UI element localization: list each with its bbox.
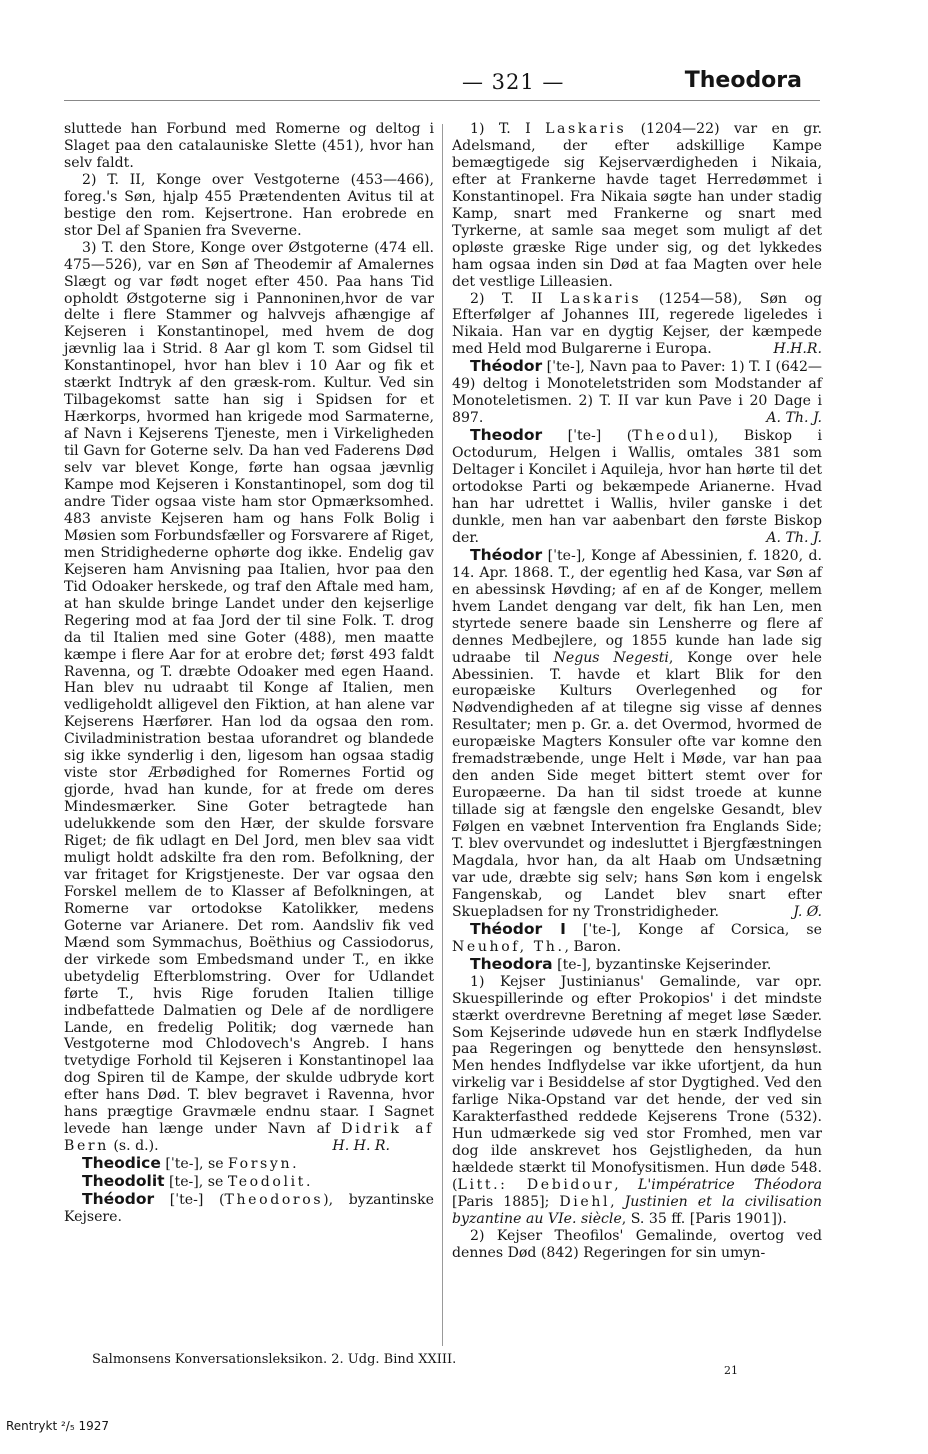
author-signature: J. Ø. (793, 903, 822, 920)
entry-headword: Théodor (470, 357, 543, 376)
entry-headword: Theodice (82, 1154, 161, 1173)
entry-headword: Theodora (470, 954, 553, 973)
reprint-note: Rentrykt ²/₅ 1927 (6, 1419, 110, 1433)
running-headword: Theodora (684, 68, 802, 93)
page-header (64, 66, 820, 101)
author-signature: A. Th. J. (766, 410, 822, 427)
page-number: — 321 — (462, 70, 565, 94)
sheet-number: 21 (724, 1364, 738, 1377)
entry-headword: Théodor (470, 545, 543, 564)
left-column (64, 121, 434, 1226)
entry-paragraph: 3) T. den Store, Konge over Østgoterne (474 ell. 475—526), var en Søn af Theodemir af Amalernes Slægt og var født noget efter 450. Paa hans Tid opholdt Østgoterne sig i Pannoninen,hvor de var delte i flere Stammer og halvvejs afhængige af Kejseren i Konstantinopel, med hvem de dog jævnlig laa i Strid. 8 Aar gl kom T. som Gidsel til Konstantinopel, hvor han blev i 10 Aar og fik et stærkt Indtryk af den græsk-rom. Kultur. Ved sin Tilbagekomst satte han sig i Spidsen for et Hærkorps, hvormed han krigede mod Sarmaterne, af Navn i Kejserens Tjeneste, men i Virkeligheden til Gavn for Goterne selv. Da han ved Faderens Død selv var blevet Konge, førte han ogsaa jævnlig Kampe mod Kejseren i Konstantinopel, som dog til andre Tider ogsaa viste ham stor Opmærksomhed. 483 anviste Kejseren ham og hans Folk Bolig i Møsien som Forbundsfæller og Forsvarere af Riget, men Stridighederne ophørte dog ikke. Endelig gav Kejseren ham Anvisning paa Italien, hvor paa den Tid Odoaker herskede, og traf den Aftale med ham, at han skulde bringe Landet under den kejserlige Regering mod at faa Jord der til sine Folk. T. drog da til Italien med sine Goter (488), men maatte kæmpe i flere Aar for at erobre det; først 493 faldt Ravenna, og T. dræbte Odoaker med egen Haand. Han blev nu udraabt til Konge af Italien, men vedligeholdt alligevel den Fiktion, at han alene var Kejserens Hærfører. Han lod da ogsaa den rom. Civiladministration bestaa uforandret og blandede sig ikke synderlig i den, ligesom han ogsaa stadig viste stor Ærbødighed for Romernes Fortid og gjorde, hvad han kunde, for at frede om deres Mindesmærker. Sine Goter betragtede han udelukkende som den Hær, der skulde forsvare Riget; de fik udlagt en Del Jord, men blev saa vidt muligt holdt adskilte fra den rom. Befolkning, der var fritaget for Krigstjeneste. Der var ogsaa den Forskel mellem de to Klasser af Befolkningen, at Romerne var ortodokse Katolikker, medens Goterne var Arianere. Det rom. Aandsliv fik ved Mænd som Symmachus, Boëthius og Cassiodorus, der virkede som Embedsmand under T., en ikke ubetydelig Efterblomstring. Over for Udlandet førte T., hvis Rige foruden Italien tillige indbefattede Dalmatien og Dele af de nordligere Lande, en fredelig Politik; dog værnede han Vestgoterne mod Chlodovech's Angreb. I hans tvetydige Forhold til Kejseren i Konstantinopel laa dog Spiren til de Kampe, der skulde udbryde kort efter hans Død. T. blev begravet i Ravenna, hvor hans prægtige Gravmæle endnu staar. I Sagnet levede han længe under Navn af Didrik af Bern (s. d.). H. H. R. (64, 239, 434, 1155)
dictionary-entry: Théodor I [ˈte-], Konge af Corsica, se Neuhof, Th., Baron. (452, 919, 822, 955)
dictionary-entry: Theodolit [te-], se Teodolit. (82, 1172, 314, 1191)
dictionary-entry: Théodor [ˈte-] (Theodoros), byzantinske Kejsere. (64, 1190, 434, 1225)
entry-headword: Théodor I (470, 919, 566, 938)
column-divider (442, 124, 443, 1346)
author-signature: A. Th. J. (766, 529, 822, 546)
dictionary-entry: Theodor [ˈte-] (Theodul), Biskop i Octodurum, Helgen i Wallis, omtales 381 som Deltager i Koncilet i Aquileja, hvor han hørte til det ortodokse Parti og bekæmpede Arianerne. Hvad han har udrettet i Wallis, hviler ganske i det dunkle, men han var aabenbart den første Biskop der. A. Th. J. (452, 426, 822, 546)
entry-headword: Theodor (470, 426, 543, 445)
dictionary-entry: Théodor [ˈte-], Konge af Abessinien, f. 1820, d. 14. Apr. 1868. T., der egentlig hed Kasa, var Søn af en abessinsk Høvding; af en af de Konger, mellem hvem Landet dengang var delt, fik han Len, men styrtede senere baade sin Lensherre og flere af dennes Medbejlere, og 1855 kunde han lade sig udraabe til Negus Negesti, Konge over hele Abessinien. T. havde et klart Blik for den europæiske Kulturs Overlegenhed og for Nødvendigheden af at tilegne sig visse af dennes Resultater; men p. Gr. a. det Overmod, hvormed de europæiske Magters Konsuler ofte var komne den fremadstræbende, unge Helt i Møde, var han paa den anden Side meget bittert stemt over for Europæerne. Da han til sidst troede at kunne tillade sig at fængsle den engelske Gesandt, blev Følgen en væbnet Intervention fra Englands Side; T. blev overvundet og indesluttet i Bjergfæstningen Magdala, hvor han, da alt Haab om Undsætning var ude, dræbte sig selv; hans Søn kom i engelsk Fangenskab, og Landet blev snart efter Skuepladsen for ny Tronstridigheder. J. Ø. (452, 545, 822, 920)
entry-headword: Théodor (82, 1190, 155, 1209)
dictionary-entry: Théodor [ˈte-], Navn paa to Paver: 1) T. I (642—49) deltog i Monoteletstriden som Modstander af Monoteletismen. 2) T. II var kun Pave i 20 Dage i 897. A. Th. J. (452, 357, 822, 427)
publication-footer: Salmonsens Konversationsleksikon. 2. Udg. Bind XXIII. (92, 1352, 457, 1367)
entry-paragraph: 2) Kejser Theofilos' Gemalinde, overtog ved dennes Død (842) Regeringen for sin umyn- (452, 1227, 822, 1261)
author-signature: H.H.R. (773, 341, 822, 358)
dictionary-entry: Theodora [te-], byzantinske Kejserinder. (470, 954, 772, 973)
right-column (452, 121, 822, 1262)
entry-paragraph: 2) T. II Laskaris (1254—58), Søn og Efterfølger af Johannes III, regerede ligeledes i Nikaia. Han var en dygtig Kejser, der kæmpede med Held mod Bulgarerne i Europa. H.H.R. (452, 290, 822, 358)
entry-headword: Theodolit (82, 1172, 165, 1191)
dictionary-entry: Theodice [ˈte-], se Forsyn. (82, 1154, 300, 1173)
entry-paragraph: sluttede han Forbund med Romerne og deltog i Slaget paa den catalauniske Slette (451), hvor han selv faldt. (64, 121, 434, 171)
entry-paragraph: 1) Kejser Justinianus' Gemalinde, var opr. Skuespillerinde og efter Prokopios' i det mindste stærkt overdrevne Beretning af meget løse Sæder. Som Kejserinde udøvede hun en stærk Indflydelse paa Regeringen og benyttede den hensynsløst. Men hendes Indflydelse var ikke ufortjent, da hun virkelig var i Besiddelse af stor Dygtighed. Ved den farlige Nika-Opstand var det hende, der ved sin Karakterfasthed reddede Kejserens Trone (532). Hun udmærkede sig ved stor Fromhed, men var dog ilde anskrevet hos Gejstligheden, da hun hældede stærkt til Monofysitismen. Hun døde 548. (Litt.: Debidour, L'impératrice Théodora [Paris 1885]; Diehl, Justinien et la civilisation byzantine au VIe. siècle, S. 35 ff. [Paris 1901]). (452, 973, 822, 1227)
author-signature: H. H. R. (332, 1138, 390, 1155)
entry-paragraph: 1) T. I Laskaris (1204—22) var en gr. Adelsmand, der efter adskillige Kampe bemægtigede sig Kejserværdigheden i Nikaia, efter at Frankerne havde taget Herredømmet i Konstantinopel. Fra Nikaia søgte han under stadig Kamp, snart med Frankerne og snart med Tyrkerne, at samle saa meget som muligt af det opløste græske Rige under sig, og det lykkedes ham ogsaa inden sin Død at faa Magten over hele det vestlige Lilleasien. (452, 121, 822, 290)
entry-paragraph: 2) T. II, Konge over Vestgoterne (453—466), foreg.'s Søn, hjalp 455 Prætendenten Avitus til at bestige den rom. Kejsertrone. Han erobrede en stor Del af Spanien fra Sveverne. (64, 171, 434, 239)
